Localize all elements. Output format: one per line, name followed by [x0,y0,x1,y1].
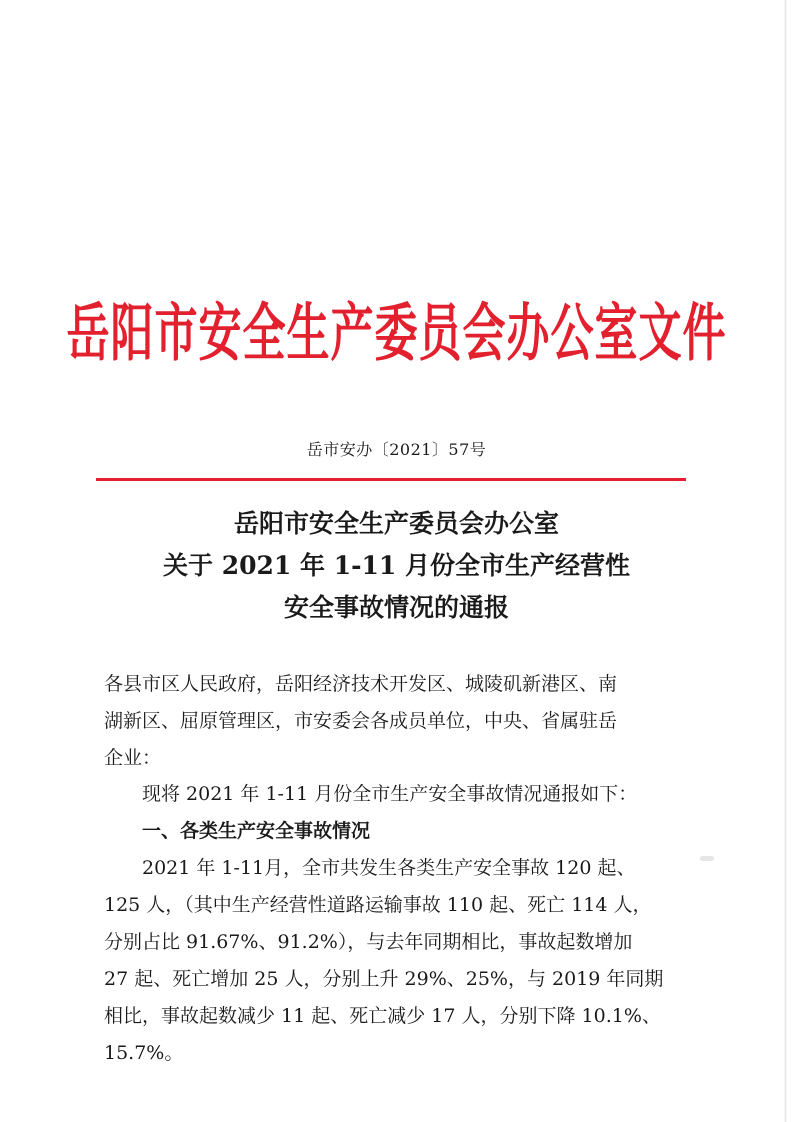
document-title-line-3: 安全事故情况的通报 [283,593,509,622]
section-1-line: 15.7%。 [104,1042,184,1064]
red-header-title: 岳阳市安全生产委员会办公室文件 [66,298,727,371]
addressee-line: 企业： [104,747,162,769]
red-divider-line [96,478,686,481]
addressee-line: 湖新区、屈原管理区，市安委会各成员单位，中央、省属驻岳 [104,710,618,732]
intro-paragraph: 现将 2021 年 1-11 月份全市生产安全事故情况通报如下： [142,783,638,805]
section-1-line: 27 起、死亡增加 25 人，分别上升 29%、25%，与 2019 年同期 [104,968,664,990]
document-title-line-1: 岳阳市安全生产委员会办公室 [233,509,559,538]
section-1-heading: 一、各类生产安全事故情况 [142,820,371,842]
section-1-line: 2021 年 1-11月，全市共发生各类生产安全事故 120 起、 [142,857,636,879]
scan-artifact [700,856,714,861]
section-1-line: 125 人，（其中生产经营性道路运输事故 110 起、死亡 114 人， [104,894,652,916]
document-number: 岳市安办〔2021〕57号 [306,440,487,459]
addressee-line: 各县市区人民政府，岳阳经济技术开发区、城陵矶新港区、南 [104,673,618,695]
section-1-line: 分别占比 91.67%、91.2%），与去年同期相比，事故起数增加 [104,931,633,953]
document-title-line-2: 关于 2021 年 1-11 月份全市生产经营性 [163,551,630,580]
section-1-line: 相比，事故起数减少 11 起、死亡减少 17 人，分别下降 10.1%、 [104,1005,661,1027]
